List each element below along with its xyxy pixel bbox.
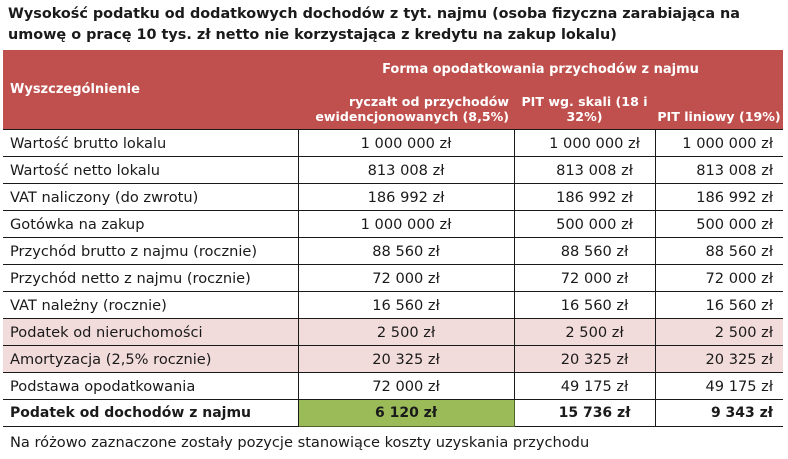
cell-value: 1 000 000 zł xyxy=(514,130,655,157)
table-row xyxy=(3,292,783,319)
cell-value: 16 560 zł xyxy=(514,292,655,319)
column-header-pit-liniowy: PIT liniowy (19%) xyxy=(655,88,783,130)
row-label: Wartość brutto lokalu xyxy=(3,130,298,157)
header-row-1 xyxy=(3,50,783,88)
cell-value: 813 008 zł xyxy=(514,157,655,184)
cell-value: 16 560 zł xyxy=(298,292,514,319)
row-label: Wartość netto lokalu xyxy=(3,157,298,184)
row-label: Podatek od nieruchomości xyxy=(3,319,298,346)
cell-value: 20 325 zł xyxy=(655,346,783,373)
table-row-total xyxy=(3,400,783,427)
cell-value: 1 000 000 zł xyxy=(298,211,514,238)
cell-value: 1 000 000 zł xyxy=(298,130,514,157)
cell-value: 1 000 000 zł xyxy=(655,130,783,157)
cell-value: 500 000 zł xyxy=(514,211,655,238)
cell-value: 186 992 zł xyxy=(298,184,514,211)
tax-comparison-table xyxy=(3,50,783,427)
table-title: Wysokość podatku od dodatkowych dochodów z tyt. najmu (osoba fizyczna zarabiająca na umowę o pracę 10 tys. zł netto nie korzystająca z kredytu na zakup lokalu) xyxy=(8,6,740,43)
table-row-cost xyxy=(3,346,783,373)
cell-value: 813 008 zł xyxy=(298,157,514,184)
cell-value: 72 000 zł xyxy=(298,265,514,292)
row-label: Gotówka na zakup xyxy=(3,211,298,238)
cell-value: 20 325 zł xyxy=(514,346,655,373)
cell-value: 72 000 zł xyxy=(655,265,783,292)
row-label: Podatek od dochodów z najmu xyxy=(3,400,298,427)
cell-value: 72 000 zł xyxy=(514,265,655,292)
cell-value: 186 992 zł xyxy=(655,184,783,211)
row-label: Podstawa opodatkowania xyxy=(3,373,298,400)
table-row xyxy=(3,265,783,292)
cell-value: 16 560 zł xyxy=(655,292,783,319)
row-label: VAT należny (rocznie) xyxy=(3,292,298,319)
cell-value: 20 325 zł xyxy=(298,346,514,373)
row-label: VAT naliczony (do zwrotu) xyxy=(3,184,298,211)
cell-value-highlighted: 6 120 zł xyxy=(298,400,514,427)
cell-value: 2 500 zł xyxy=(298,319,514,346)
cell-value: 49 175 zł xyxy=(655,373,783,400)
cell-value: 88 560 zł xyxy=(655,238,783,265)
group-header: Forma opodatkowania przychodów z najmu xyxy=(298,50,783,88)
column-header-ryczalt: ryczałt od przychodów ewidencjonowanych (8,5%) xyxy=(298,88,514,130)
footnote: Na różowo zaznaczone zostały pozycje stanowiące koszty uzyskania przychodu xyxy=(10,434,590,451)
table-row xyxy=(3,184,783,211)
table-row-cost xyxy=(3,319,783,346)
cell-value: 186 992 zł xyxy=(514,184,655,211)
cell-value: 49 175 zł xyxy=(514,373,655,400)
row-label: Amortyzacja (2,5% rocznie) xyxy=(3,346,298,373)
cell-value: 88 560 zł xyxy=(298,238,514,265)
row-label: Przychód brutto z najmu (rocznie) xyxy=(3,238,298,265)
cell-value: 15 736 zł xyxy=(514,400,655,427)
cell-value: 500 000 zł xyxy=(655,211,783,238)
cell-value: 2 500 zł xyxy=(514,319,655,346)
cell-value: 72 000 zł xyxy=(298,373,514,400)
cell-value: 2 500 zł xyxy=(655,319,783,346)
column-header-pit-skala: PIT wg. skali (18 i 32%) xyxy=(514,88,655,130)
table-row xyxy=(3,238,783,265)
cell-value: 813 008 zł xyxy=(655,157,783,184)
table-row xyxy=(3,211,783,238)
table-row xyxy=(3,130,783,157)
cell-value: 88 560 zł xyxy=(514,238,655,265)
row-label-header: Wyszczególnienie xyxy=(3,50,298,130)
table-row xyxy=(3,373,783,400)
cell-value: 9 343 zł xyxy=(655,400,783,427)
row-label: Przychód netto z najmu (rocznie) xyxy=(3,265,298,292)
table-row xyxy=(3,157,783,184)
